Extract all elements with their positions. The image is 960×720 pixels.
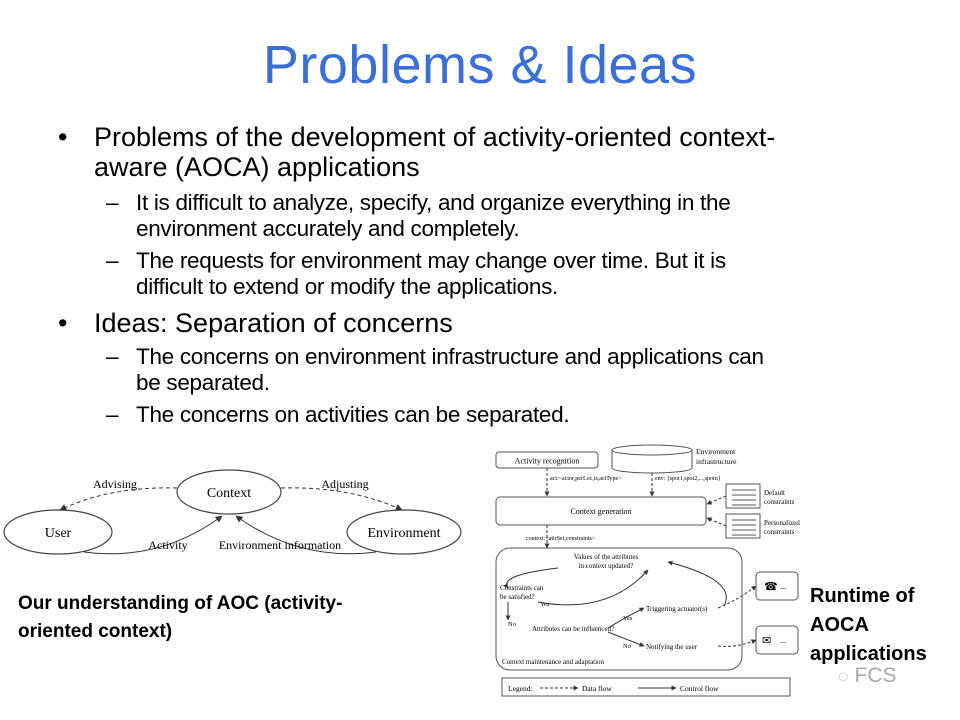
context-generation-label: Context generation	[570, 507, 632, 516]
aoc-cycle-diagram	[0, 450, 470, 570]
bullet-problems	[58, 122, 776, 182]
bullet-text-line: aware (AOCA) applications	[94, 152, 420, 182]
personalized-constraints-doc	[726, 514, 760, 538]
bullet-ideas	[58, 308, 453, 338]
page-title: Problems & Ideas	[262, 35, 698, 95]
attributes-question: Attributes can be influenced?	[532, 625, 615, 633]
triggering-label: Triggering actuator(s)	[646, 605, 708, 613]
sub-bullet-line: It is difficult to analyze, specify, and organize everything in the	[136, 190, 731, 215]
personalized-constraints-label: Personalized	[764, 519, 800, 527]
sub-bullet-line: The concerns on activities can be separated.	[136, 402, 570, 427]
user-label: User	[44, 526, 72, 541]
notifying-label: Notifying the user	[646, 643, 697, 651]
adjusting-label: Adjusting	[321, 477, 369, 491]
runtime-line: AOCA	[810, 614, 869, 636]
bullet-glyph: •	[58, 308, 68, 338]
sub-bullet	[106, 344, 764, 396]
env-infra-label: infrastructure	[696, 457, 737, 466]
dash-glyph: –	[106, 402, 119, 427]
env-infra-label: Environment	[696, 447, 736, 456]
values-question: Values of the attributes	[573, 553, 639, 561]
dash-glyph: –	[106, 248, 119, 273]
caption-line: Our understanding of AOC (activity-	[18, 593, 343, 614]
advising-arrow	[60, 488, 177, 510]
advising-label: Advising	[92, 477, 138, 491]
runtime-line: Runtime of	[810, 585, 915, 607]
sub-bullet	[106, 190, 731, 242]
default-constraints-label: constraints	[764, 498, 795, 506]
sub-bullet-line: difficult to extend or modify the applications.	[136, 274, 558, 299]
default-constraints-doc	[726, 484, 760, 508]
no-label: No	[508, 621, 516, 628]
wechat-icon: ◌	[838, 666, 849, 686]
ellipsis: ...	[780, 582, 786, 591]
personalized-constraints-label: constraints	[764, 528, 795, 536]
context-label: context:<attrSet,constraints>	[526, 536, 596, 542]
act-label: act:<actor,perLoc,ts,actType>	[550, 476, 622, 482]
environment-label: Environment	[367, 526, 441, 541]
watermark	[838, 664, 897, 688]
mail-icon: ✉	[762, 635, 772, 647]
legend-label: Legend:	[508, 684, 533, 693]
legend-box	[502, 678, 790, 696]
values-question: in context updated?	[578, 562, 634, 570]
bullet-text-line: Ideas: Separation of concerns	[94, 308, 453, 338]
maintenance-label: Context maintenance and adaptation	[502, 658, 605, 666]
activity-recognition-label: Activity recognition	[514, 456, 580, 466]
yes-label: Yes	[623, 615, 633, 622]
data-flow-label: Data flow	[582, 684, 612, 693]
adjusting-arrow	[281, 488, 402, 510]
no-label: No	[623, 643, 631, 650]
constraints-question: Constraints can	[500, 584, 544, 592]
actuator-icon: ☎	[764, 581, 778, 593]
activity-label: Activity	[148, 538, 188, 552]
bullet-text-line: Problems of the development of activity-oriented context-	[94, 122, 776, 152]
control-flow-label: Control flow	[680, 684, 719, 693]
constraints-question: be satisfied?	[500, 593, 535, 601]
left-caption	[18, 590, 342, 646]
default-constraints-label: Default	[764, 489, 785, 497]
aoca-runtime-diagram	[488, 440, 818, 702]
runtime-label	[810, 582, 927, 669]
env-label: env: {spot1,spot2,...,spotn}	[655, 476, 721, 482]
context-label: Context	[206, 486, 252, 501]
runtime-line: applications	[810, 643, 927, 665]
sub-bullet-line: The concerns on environment infrastructure and applications can	[136, 344, 764, 369]
sub-bullet	[106, 402, 570, 428]
sub-bullet-line: environment accurately and completely.	[136, 216, 520, 241]
sub-bullet-line: be separated.	[136, 370, 270, 395]
caption-line: oriented context)	[18, 621, 173, 642]
dash-glyph: –	[106, 344, 119, 369]
sub-bullet-line: The requests for environment may change over time. But it is	[136, 248, 726, 273]
bullet-glyph: •	[58, 122, 68, 152]
watermark-text: FCS	[854, 664, 897, 687]
ellipsis: ...	[780, 636, 786, 645]
env-info-label: Environment information	[218, 538, 342, 552]
yes-label: Yes	[540, 601, 550, 608]
dash-glyph: –	[106, 190, 119, 215]
sub-bullet	[106, 248, 726, 300]
